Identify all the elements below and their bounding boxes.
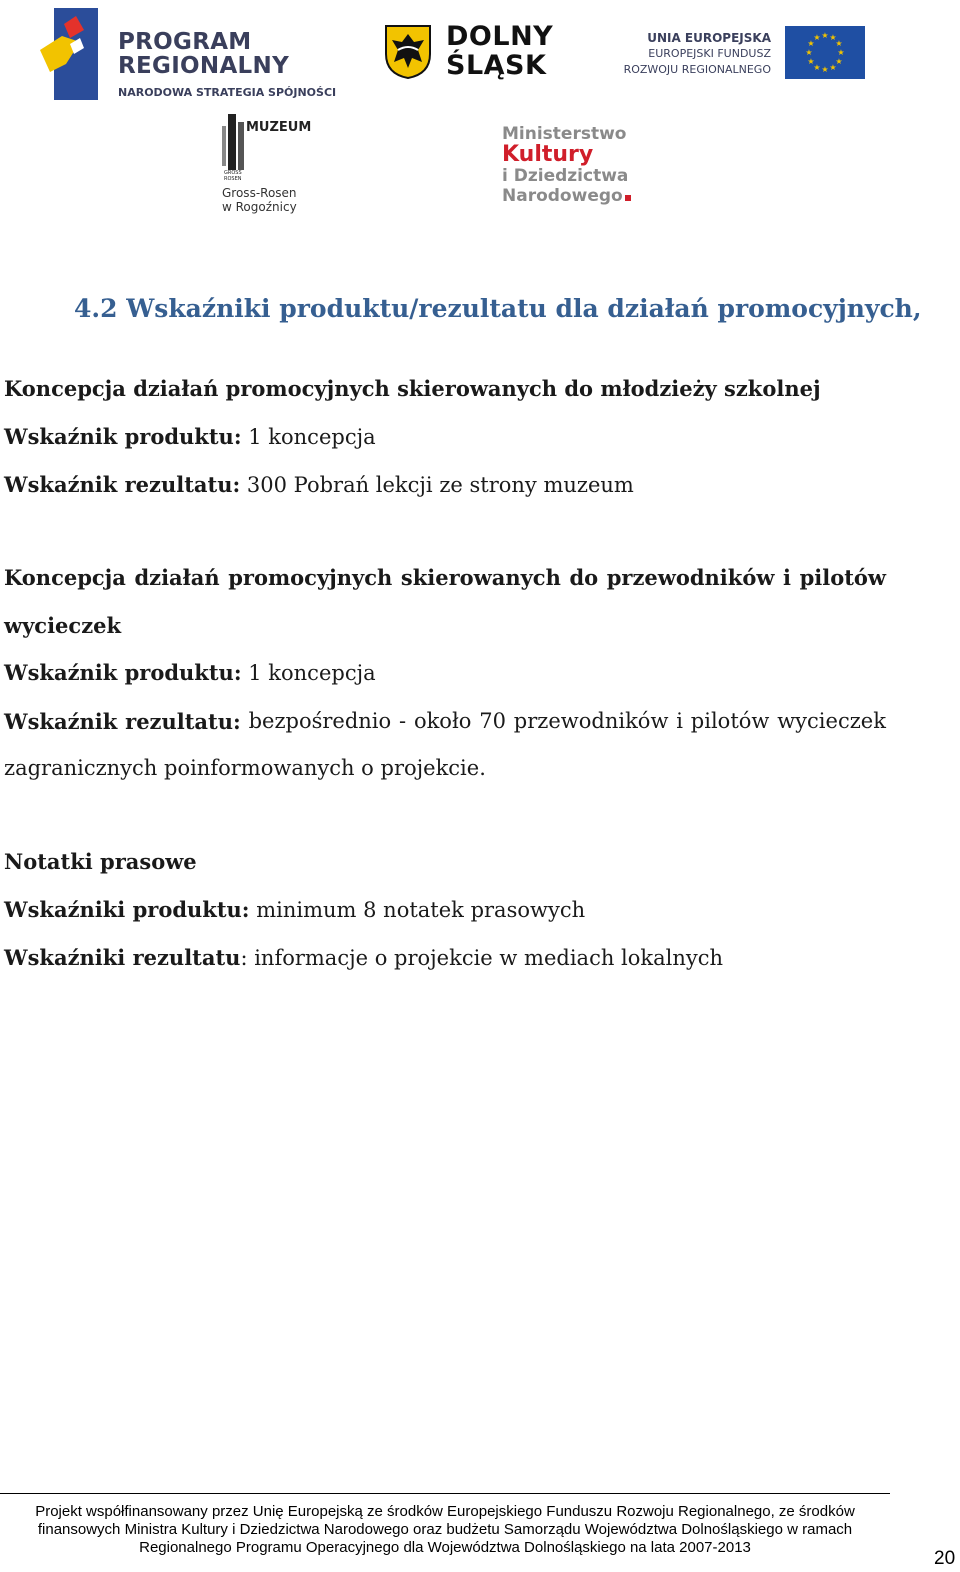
block2-result-word: przewodników	[513, 708, 669, 733]
svg-text:★: ★	[835, 39, 843, 48]
section-title: 4.2 Wskaźniki produktu/rezultatu dla działań promocyjnych,	[74, 294, 922, 323]
block2-product-label: Wskaźnik produktu:	[4, 660, 242, 685]
indicator-block-1	[4, 365, 886, 510]
svg-text:★: ★	[813, 63, 821, 72]
block1-product-line	[4, 413, 886, 462]
block3-heading: Notatki prasowe	[4, 849, 197, 874]
block3-product-value: minimum 8 notatek prasowych	[249, 897, 586, 922]
svg-text:★: ★	[821, 65, 829, 74]
block2-result-word: pilotów	[690, 708, 770, 733]
block2-result-line	[4, 698, 886, 746]
ministerstwo-line2: Kultury	[502, 142, 594, 167]
ministerstwo-line4: Narodowego	[502, 186, 623, 206]
svg-text:★: ★	[829, 33, 837, 42]
muzeum-small-label: GROSS ROSEN	[224, 170, 242, 182]
block1-heading: Koncepcja działań promocyjnych skierowanych do młodzieży szkolnej	[4, 376, 821, 401]
block2-result-word: bezpośrednio	[248, 708, 392, 733]
svg-text:★: ★	[813, 33, 821, 42]
block1-result-line	[4, 461, 886, 510]
muzeum-title: MUZEUM	[246, 120, 312, 135]
footer-text	[0, 1503, 890, 1557]
block1-result-label: Wskaźnik rezultatu:	[4, 472, 241, 497]
page-number: 20	[934, 1548, 956, 1569]
block2-result-word: wycieczek	[777, 708, 886, 733]
svg-text:★: ★	[821, 31, 829, 40]
block2-result-word: 70	[479, 708, 506, 733]
svg-text:★: ★	[807, 57, 815, 66]
block2-result-word: około	[413, 708, 472, 733]
ministerstwo-kultury-logo	[502, 124, 662, 208]
muzeum-line2: w Rogoźnicy	[222, 200, 297, 214]
footer-divider	[0, 1493, 890, 1494]
block1-product-value: 1 koncepcja	[241, 424, 376, 449]
block3-product-label: Wskaźniki produktu:	[4, 896, 250, 922]
block3-product-line	[4, 886, 886, 935]
block2-heading-word: skierowanych	[400, 565, 561, 590]
block3-result-line	[4, 934, 886, 983]
block3-result-label: Wskaźniki rezultatu	[4, 945, 241, 970]
block1-result-value: 300 Pobrań lekcji ze strony muzeum	[240, 473, 634, 497]
ministerstwo-line1: Ministerstwo	[502, 124, 627, 144]
block2-result-word: Wskaźnik	[4, 708, 118, 734]
muzeum-gross-rosen-logo	[218, 110, 312, 220]
block2-result-word: i	[676, 708, 683, 733]
ministerstwo-line3: i Dziedzictwa	[502, 166, 629, 186]
indicator-block-2	[4, 554, 886, 793]
footer-line1: Projekt współfinansowany przez Unię Europejską ze środków Europejskiego Funduszu Rozwoju Regionalnego, ze środków	[35, 1503, 855, 1520]
svg-text:★: ★	[805, 48, 813, 57]
block3-result-value: : informacje o projekcie w mediach lokalnych	[240, 946, 724, 970]
block1-product-label: Wskaźnik produktu:	[4, 423, 242, 449]
svg-text:★: ★	[835, 57, 843, 66]
block2-heading-word: i	[783, 565, 791, 590]
unia-europejska-logo	[622, 24, 867, 82]
block2-result-word: -	[399, 708, 407, 733]
block2-result-word: rezultatu:	[125, 708, 241, 734]
eagle-shield-icon	[384, 24, 432, 80]
svg-text:★: ★	[837, 48, 845, 57]
program-regionalny-emblem-icon	[40, 8, 98, 100]
red-square-icon	[625, 195, 631, 201]
block2-heading-word: działań	[134, 565, 220, 590]
block2-heading-word: pilotów	[799, 565, 886, 590]
svg-text:★: ★	[807, 39, 815, 48]
block2-heading-word: przewodników	[606, 565, 775, 590]
ue-line1: UNIA EUROPEJSKA	[647, 31, 771, 45]
muzeum-line1: Gross-Rosen	[222, 186, 297, 200]
block2-heading-line2: wycieczek	[4, 612, 122, 638]
ue-line2: EUROPEJSKI FUNDUSZ	[648, 47, 771, 60]
footer-line3: Regionalnego Programu Operacyjnego dla Województwa Dolnośląskiego na lata 2007-2013	[139, 1539, 751, 1556]
dolny-slask-line2: ŚLĄSK	[446, 50, 547, 81]
eu-flag-icon	[785, 26, 865, 79]
indicator-block-3	[4, 838, 886, 983]
block2-product-value: 1 koncepcja	[241, 661, 376, 685]
program-regionalny-line3: NARODOWA STRATEGIA SPÓJNOŚCI	[118, 86, 337, 99]
block2-heading-word: promocyjnych	[228, 565, 393, 590]
block2-result-line2: zagranicznych poinformowanych o projekcie.	[4, 756, 486, 780]
block2-product-line	[4, 649, 886, 698]
block2-heading-word: do	[569, 565, 599, 590]
program-regionalny-line1: PROGRAM	[118, 29, 252, 55]
svg-text:★: ★	[829, 63, 837, 72]
block2-heading	[4, 554, 886, 602]
footer-line2: finansowych Ministra Kultury i Dziedzictwa Narodowego oraz budżetu Samorządu Województwa Dolnośląskiego w ramach	[37, 1521, 853, 1538]
dolny-slask-logo	[384, 22, 564, 84]
dolny-slask-line1: DOLNY	[446, 21, 554, 52]
ue-line3: ROZWOJU REGIONALNEGO	[623, 63, 771, 76]
program-regionalny-line2: REGIONALNY	[118, 53, 290, 79]
program-regionalny-logo	[40, 8, 337, 100]
block2-heading-word: Koncepcja	[4, 565, 126, 590]
